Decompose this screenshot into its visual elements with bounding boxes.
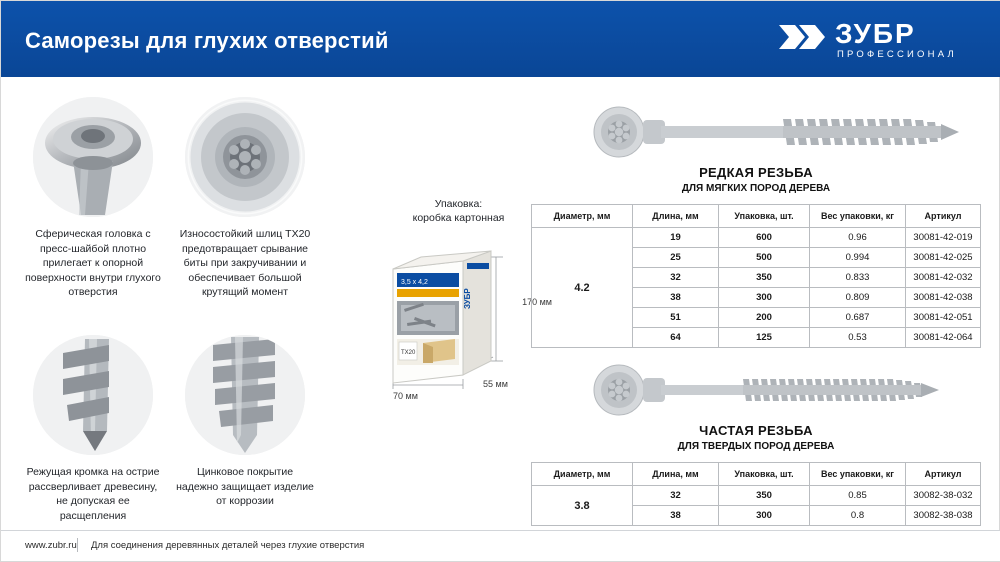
- brand-name: ЗУБР: [835, 18, 916, 49]
- svg-text:TX20: TX20: [401, 350, 416, 356]
- product-subtitle: ДЛЯ ТВЕРДЫХ ПОРОД ДЕРЕВА: [677, 441, 835, 452]
- cell-pack: 500: [719, 248, 810, 268]
- product-section-fine-thread: [531, 359, 981, 526]
- cell-pack: 300: [719, 506, 810, 526]
- page-title: Саморезы для глухих отверстий: [25, 28, 389, 53]
- cell-article: 30081-42-032: [906, 268, 981, 288]
- col-length: Длина, мм: [633, 205, 719, 228]
- cell-weight: 0.85: [810, 486, 906, 506]
- package-depth-label: 55 мм: [483, 379, 508, 389]
- torx-drive-photo: [185, 97, 305, 217]
- screw-thread-photo: [185, 335, 305, 455]
- cell-length: 32: [633, 486, 719, 506]
- cell-article: 30081-42-038: [906, 288, 981, 308]
- col-weight: Вес упаковки, кг: [810, 463, 906, 486]
- col-weight: Вес упаковки, кг: [810, 205, 906, 228]
- cell-article: 30081-42-051: [906, 308, 981, 328]
- package-height-label: 170 мм: [522, 297, 552, 307]
- col-length: Длина, мм: [633, 463, 719, 486]
- package-caption-line2: коробка картонная: [412, 212, 505, 224]
- page-footer: [1, 530, 1000, 561]
- col-diameter: Диаметр, мм: [532, 205, 633, 228]
- feature-text: Износостойкий шлиц TX20 предотвращает срывание биты при закручивании и обеспечивает большой крутящий момент: [179, 228, 311, 298]
- cell-article: 30081-42-025: [906, 248, 981, 268]
- col-pack: Упаковка, шт.: [719, 463, 810, 486]
- product-section-rare-thread: [531, 101, 981, 348]
- col-diameter: Диаметр, мм: [532, 463, 633, 486]
- cell-length: 64: [633, 328, 719, 348]
- table-header-row: [532, 205, 981, 228]
- svg-text:3,5 x 4,2: 3,5 x 4,2: [401, 279, 428, 286]
- screw-tip-photo: [33, 335, 153, 455]
- cell-weight: 0.687: [810, 308, 906, 328]
- cell-length: 19: [633, 228, 719, 248]
- feature-item: [23, 97, 163, 300]
- cell-article: 30082-38-032: [906, 486, 981, 506]
- screw-image-fine-thread: [531, 359, 981, 421]
- cell-article: 30081-42-064: [906, 328, 981, 348]
- cell-article: 30082-38-038: [906, 506, 981, 526]
- cell-pack: 200: [719, 308, 810, 328]
- package-block: [371, 197, 552, 401]
- table-row: [532, 486, 981, 506]
- cell-length: 38: [633, 288, 719, 308]
- brand-logo: [779, 18, 979, 64]
- cell-article: 30081-42-019: [906, 228, 981, 248]
- feature-text: Цинковое покрытие надежно защищает изделие от коррозии: [176, 466, 314, 507]
- col-article: Артикул: [906, 463, 981, 486]
- cell-weight: 0.8: [810, 506, 906, 526]
- footer-description: Для соединения деревянных деталей через глухие отверстия: [91, 540, 365, 551]
- product-title: РЕДКАЯ РЕЗЬБА: [699, 165, 813, 180]
- footer-website[interactable]: www.zubr.ru: [25, 540, 77, 551]
- table-row: [532, 228, 981, 248]
- feature-item: [175, 335, 315, 509]
- feature-text: Сферическая головка с пресс-шайбой плотно прилегает к опорной поверхности внутри глухого отверстия: [25, 228, 161, 298]
- screw-head-photo: [33, 97, 153, 217]
- cell-weight: 0.809: [810, 288, 906, 308]
- feature-text: Режущая кромка на острие рассверливает древесину, не допуская ее расщепления: [26, 466, 160, 522]
- cell-weight: 0.96: [810, 228, 906, 248]
- cell-length: 32: [633, 268, 719, 288]
- cell-pack: 350: [719, 486, 810, 506]
- double-arrow-icon: [779, 22, 825, 52]
- feature-item: [23, 335, 163, 523]
- screw-image-rare-thread: [531, 101, 981, 163]
- feature-item: [175, 97, 315, 300]
- package-width-label: 70 мм: [393, 391, 418, 401]
- cell-weight: 0.53: [810, 328, 906, 348]
- col-pack: Упаковка, шт.: [719, 205, 810, 228]
- cell-length: 51: [633, 308, 719, 328]
- package-caption-line1: Упаковка:: [434, 198, 483, 210]
- cell-diameter: 3.8: [532, 486, 633, 526]
- spec-table-fine-thread: [531, 462, 981, 526]
- svg-text:ЗУБР: ЗУБР: [463, 288, 472, 309]
- cell-length: 25: [633, 248, 719, 268]
- cell-pack: 125: [719, 328, 810, 348]
- cell-diameter: 4.2: [532, 228, 633, 348]
- table-header-row: [532, 463, 981, 486]
- product-subtitle: ДЛЯ МЯГКИХ ПОРОД ДЕРЕВА: [681, 183, 831, 194]
- footer-divider: [77, 538, 78, 552]
- cell-length: 38: [633, 506, 719, 526]
- brand-tagline: ПРОФЕССИОНАЛ: [837, 49, 957, 60]
- cell-weight: 0.994: [810, 248, 906, 268]
- page-header: [1, 1, 1000, 77]
- cell-pack: 600: [719, 228, 810, 248]
- cell-pack: 300: [719, 288, 810, 308]
- product-title: ЧАСТАЯ РЕЗЬБА: [699, 423, 813, 438]
- spec-table-rare-thread: [531, 204, 981, 348]
- cell-weight: 0.833: [810, 268, 906, 288]
- package-box-image: [371, 239, 552, 401]
- cell-pack: 350: [719, 268, 810, 288]
- col-article: Артикул: [906, 205, 981, 228]
